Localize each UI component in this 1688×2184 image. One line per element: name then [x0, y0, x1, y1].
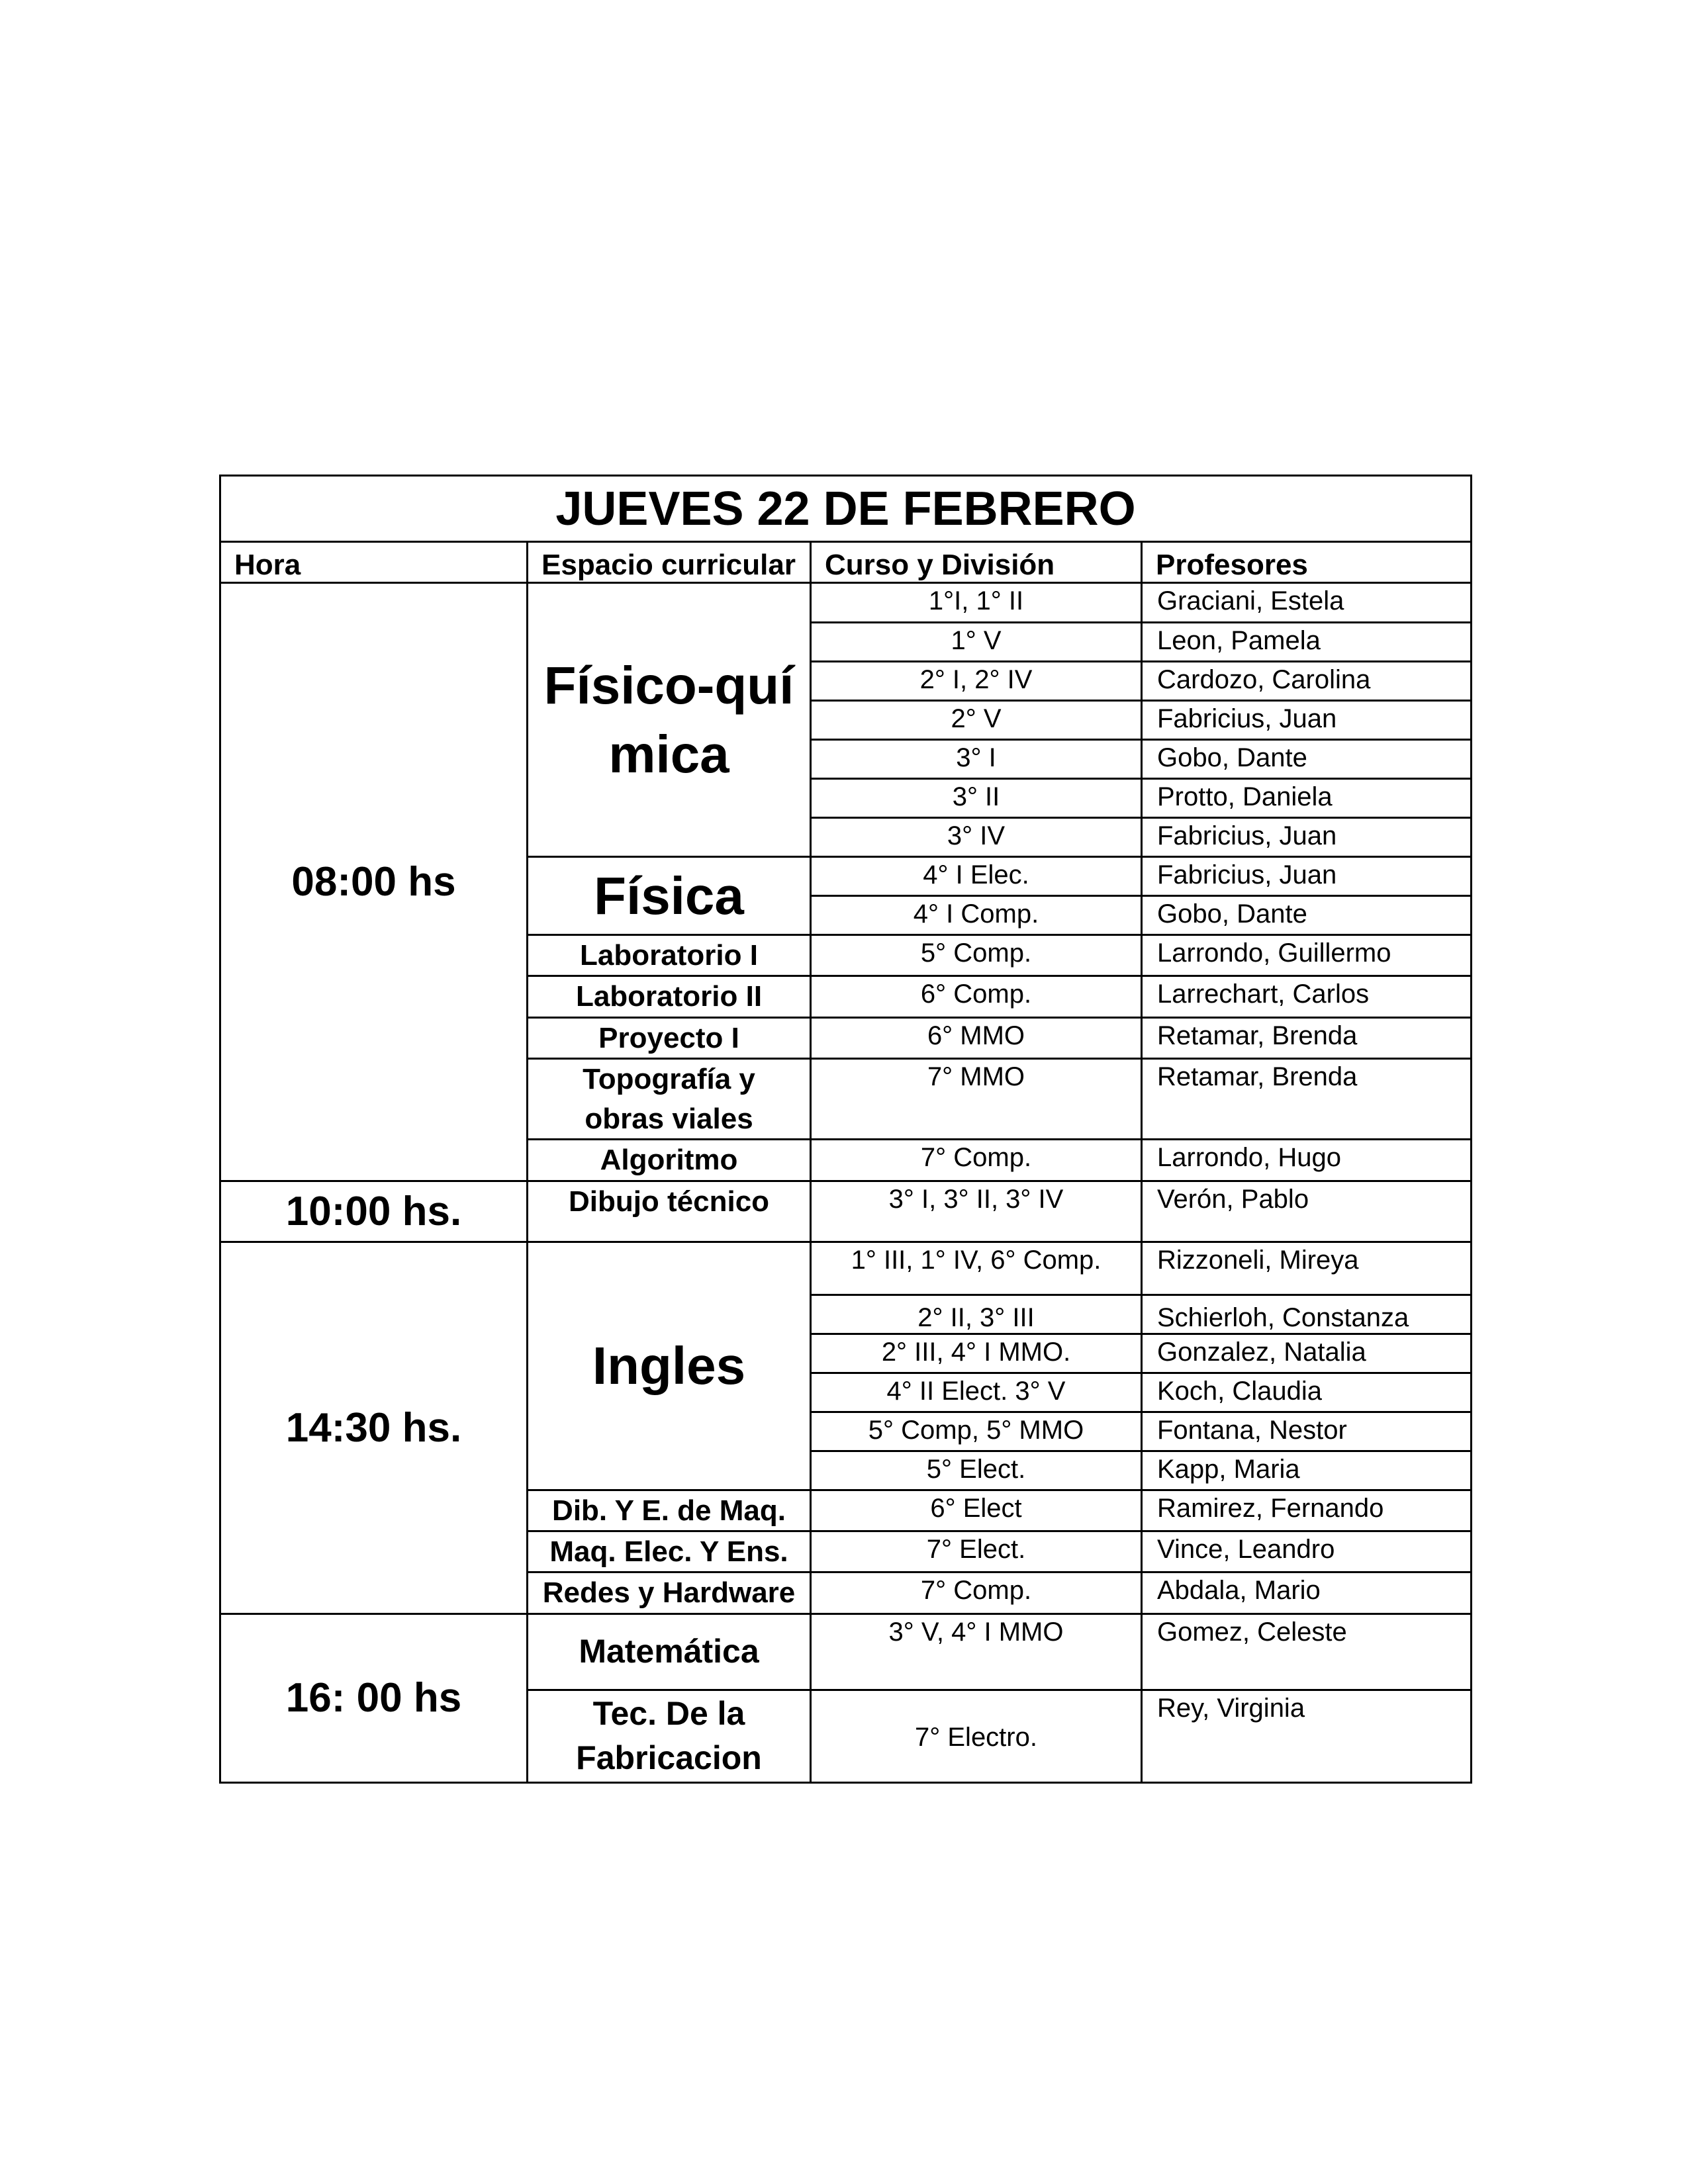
subject-topografia [528, 1059, 811, 1140]
course-cell: 7° Comp. [811, 1140, 1142, 1181]
subject-topografia-line2: obras viales [585, 1102, 753, 1135]
teacher-cell: Rey, Virginia [1142, 1690, 1472, 1782]
course-cell: 7° Elect. [811, 1531, 1142, 1572]
subject-fisicoquimica-line1: Físico-quí [543, 655, 794, 715]
subject-maq-elec: Maq. Elec. Y Ens. [528, 1531, 811, 1572]
course-cell: 1° V [811, 623, 1142, 662]
course-cell: 5° Elect. [811, 1451, 1142, 1490]
teacher-cell: Fabricius, Juan [1142, 857, 1472, 896]
subject-dibujo-tecnico: Dibujo técnico [528, 1181, 811, 1242]
teacher-cell: Gomez, Celeste [1142, 1614, 1472, 1690]
course-cell: 3° I, 3° II, 3° IV [811, 1181, 1142, 1242]
course-cell: 4° II Elect. 3° V [811, 1373, 1142, 1412]
subject-proyecto-1: Proyecto I [528, 1017, 811, 1058]
teacher-cell: Fabricius, Juan [1142, 818, 1472, 857]
course-cell: 2° I, 2° IV [811, 662, 1142, 701]
teacher-cell: Larrondo, Guillermo [1142, 935, 1472, 976]
teacher-cell: Verón, Pablo [1142, 1181, 1472, 1242]
subject-laboratorio-2: Laboratorio II [528, 976, 811, 1017]
teacher-cell: Abdala, Mario [1142, 1572, 1472, 1614]
course-cell: 5° Comp. [811, 935, 1142, 976]
hour-0800: 08:00 hs [220, 583, 528, 1181]
subject-tec-fabricacion [528, 1690, 811, 1782]
teacher-cell: Koch, Claudia [1142, 1373, 1472, 1412]
schedule-table [219, 475, 1472, 1784]
course-cell: 3° II [811, 779, 1142, 818]
teacher-cell: Retamar, Brenda [1142, 1017, 1472, 1058]
subject-tec-fabricacion-line1: Tec. De la [592, 1694, 745, 1732]
course-cell: 1° III, 1° IV, 6° Comp. [811, 1242, 1142, 1295]
header-espacio-curricular: Espacio curricular [528, 542, 811, 583]
hour-1000: 10:00 hs. [220, 1181, 528, 1242]
subject-tec-fabricacion-line2: Fabricacion [576, 1739, 762, 1777]
course-cell: 6° Comp. [811, 976, 1142, 1017]
course-cell: 2° II, 3° III [811, 1295, 1142, 1334]
subject-laboratorio-1: Laboratorio I [528, 935, 811, 976]
subject-matematica: Matemática [528, 1614, 811, 1690]
teacher-cell: Fabricius, Juan [1142, 701, 1472, 740]
course-cell: 3° I [811, 740, 1142, 779]
teacher-cell: Rizzoneli, Mireya [1142, 1242, 1472, 1295]
course-cell: 2° III, 4° I MMO. [811, 1334, 1142, 1373]
header-hora: Hora [220, 542, 528, 583]
teacher-cell: Protto, Daniela [1142, 779, 1472, 818]
teacher-cell: Gobo, Dante [1142, 896, 1472, 935]
teacher-cell: Leon, Pamela [1142, 623, 1472, 662]
course-cell: 2° V [811, 701, 1142, 740]
header-profesores: Profesores [1142, 542, 1472, 583]
course-cell: 1°I, 1° II [811, 583, 1142, 623]
teacher-cell: Ramirez, Fernando [1142, 1490, 1472, 1531]
course-cell: 3° IV [811, 818, 1142, 857]
teacher-cell: Retamar, Brenda [1142, 1059, 1472, 1140]
subject-topografia-line1: Topografía y [583, 1063, 755, 1096]
teacher-cell: Larrechart, Carlos [1142, 976, 1472, 1017]
subject-fisica: Física [528, 857, 811, 935]
course-cell: 6° MMO [811, 1017, 1142, 1058]
subject-dib-maq: Dib. Y E. de Maq. [528, 1490, 811, 1531]
course-cell: 7° Comp. [811, 1572, 1142, 1614]
hour-1430: 14:30 hs. [220, 1242, 528, 1614]
subject-algoritmo: Algoritmo [528, 1140, 811, 1181]
course-cell: 7° MMO [811, 1059, 1142, 1140]
subject-redes-hardware: Redes y Hardware [528, 1572, 811, 1614]
subject-fisicoquimica [528, 583, 811, 857]
teacher-cell: Gobo, Dante [1142, 740, 1472, 779]
teacher-cell: Graciani, Estela [1142, 583, 1472, 623]
header-curso-division: Curso y División [811, 542, 1142, 583]
teacher-cell: Gonzalez, Natalia [1142, 1334, 1472, 1373]
course-cell: 4° I Comp. [811, 896, 1142, 935]
teacher-cell: Vince, Leandro [1142, 1531, 1472, 1572]
course-cell: 4° I Elec. [811, 857, 1142, 896]
teacher-cell: Cardozo, Carolina [1142, 662, 1472, 701]
teacher-cell: Schierloh, Constanza [1142, 1295, 1472, 1334]
course-cell: 5° Comp, 5° MMO [811, 1412, 1142, 1451]
teacher-cell: Kapp, Maria [1142, 1451, 1472, 1490]
course-cell: 3° V, 4° I MMO [811, 1614, 1142, 1690]
hour-1600: 16: 00 hs [220, 1614, 528, 1782]
course-cell: 7° Electro. [811, 1690, 1142, 1782]
teacher-cell: Fontana, Nestor [1142, 1412, 1472, 1451]
course-cell: 6° Elect [811, 1490, 1142, 1531]
subject-ingles: Ingles [528, 1242, 811, 1490]
teacher-cell: Larrondo, Hugo [1142, 1140, 1472, 1181]
schedule-title: JUEVES 22 DE FEBRERO [220, 476, 1472, 542]
subject-fisicoquimica-line2: mica [608, 724, 729, 784]
